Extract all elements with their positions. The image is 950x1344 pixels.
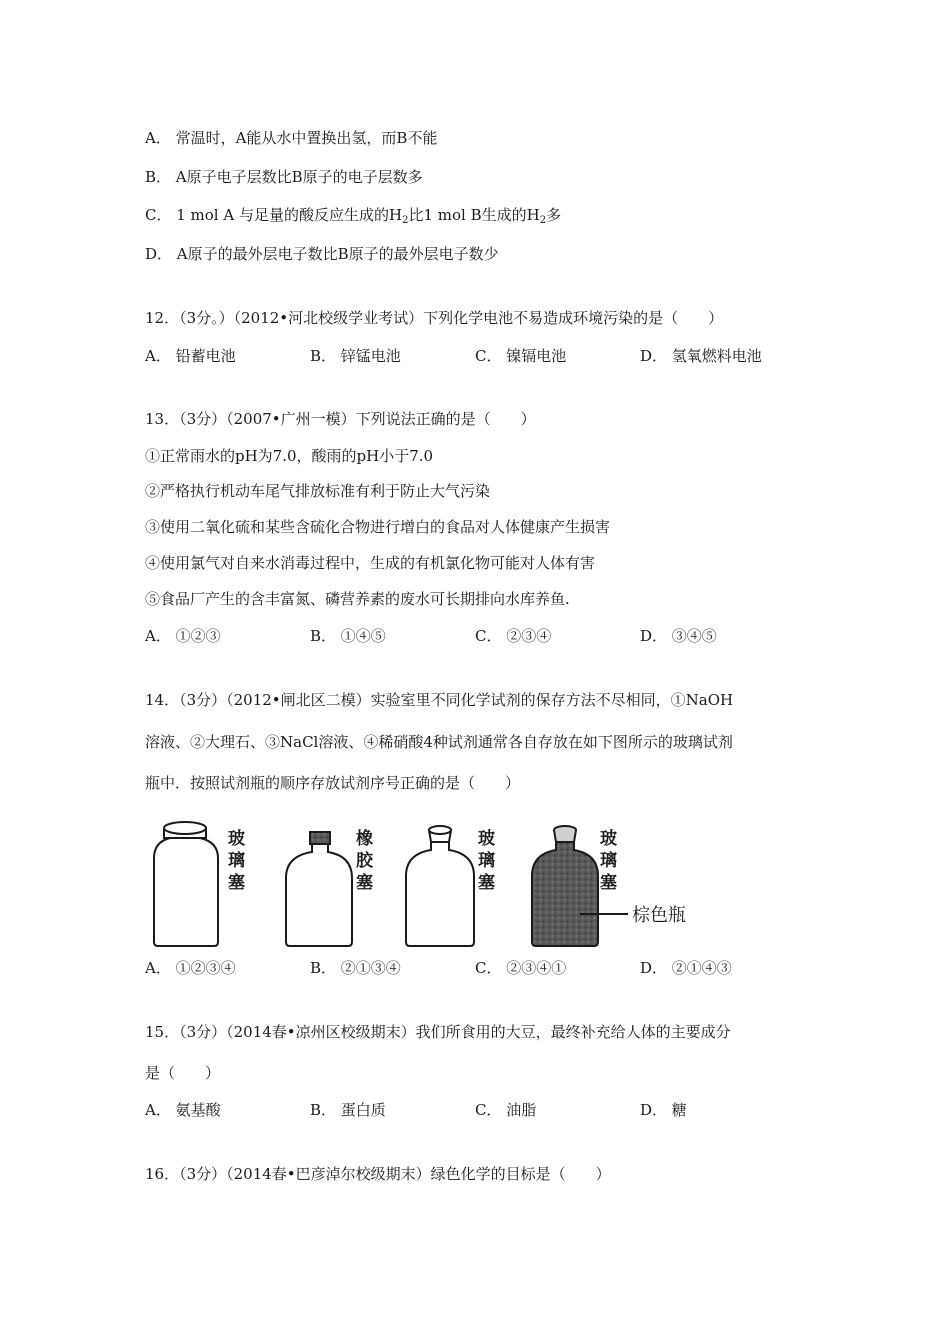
q11-option-c: C． 1 mol A 与足量的酸反应生成的$H_2$比1 mol B生成的$H_2$多 bbox=[145, 206, 562, 226]
bottle-3-label-1: 玻 bbox=[478, 829, 495, 849]
q12-option-a: A． 铅蓄电池 bbox=[145, 347, 236, 365]
q16-stem: 16．（3分）（2014春•巴彦淖尔校级期末）绿色化学的目标是（ ） bbox=[145, 1165, 611, 1183]
q12-option-d: D． 氢氧燃料电池 bbox=[640, 347, 762, 365]
bottle-rubber-stopper bbox=[286, 832, 352, 946]
bottle-2-label-2: 胶 bbox=[356, 851, 373, 871]
brown-bottle-label: 棕色瓶 bbox=[632, 905, 686, 926]
q15-stem-line-1: 15．（3分）（2014春•凉州区校级期末）我们所食用的大豆，最终补充给人体的主要成分 bbox=[145, 1023, 731, 1041]
q14-option-c: C． ②③④① bbox=[475, 959, 567, 977]
q13-item-2: ②严格执行机动车尾气排放标准有利于防止大气污染 bbox=[145, 482, 491, 500]
q13-item-4: ④使用氯气对自来水消毒过程中，生成的有机氯化物可能对人体有害 bbox=[145, 554, 596, 572]
bottle-1-label-3: 塞 bbox=[228, 873, 245, 893]
q13-item-1: ①正常雨水的pH为7.0，酸雨的pH小于7.0 bbox=[145, 447, 434, 465]
q12-option-b: B． 锌锰电池 bbox=[310, 347, 401, 365]
reagent-bottles-figure bbox=[140, 818, 740, 953]
q15-stem-line-2: 是（ ） bbox=[145, 1064, 221, 1082]
q13-option-d: D． ③④⑤ bbox=[640, 627, 717, 645]
q14-stem-line-1: 14．（3分）（2012•闸北区二模）实验室里不同化学试剂的保存方法不尽相同，①NaOH bbox=[145, 691, 734, 709]
q11-option-b: B． A原子电子层数比B原子的电子层数多 bbox=[145, 168, 423, 186]
bottle-2-label-3: 塞 bbox=[356, 873, 373, 893]
q15-option-a: A． 氨基酸 bbox=[145, 1101, 221, 1119]
q13-option-b: B． ①④⑤ bbox=[310, 627, 386, 645]
q13-item-3: ③使用二氧化硫和某些含硫化合物进行增白的食品对人体健康产生损害 bbox=[145, 518, 611, 536]
q14-option-a: A． ①②③④ bbox=[145, 959, 236, 977]
q15-option-d: D． 糖 bbox=[640, 1101, 687, 1119]
q11-option-a: A． 常温时，A能从水中置换出氢，而B不能 bbox=[145, 129, 438, 147]
bottle-3-label-2: 璃 bbox=[478, 851, 495, 871]
q12-stem: 12．（3分。）（2012•河北校级学业考试）下列化学电池不易造成环境污染的是（ ） bbox=[145, 309, 724, 327]
q14-stem-line-3: 瓶中．按照试剂瓶的顺序存放试剂序号正确的是（ ） bbox=[145, 774, 521, 792]
bottle-3-label-3: 塞 bbox=[478, 873, 495, 893]
q14-option-b: B． ②①③④ bbox=[310, 959, 401, 977]
q15-option-c: C． 油脂 bbox=[475, 1101, 537, 1119]
bottle-4-label-3: 塞 bbox=[600, 873, 617, 893]
q11-option-d: D． A原子的最外层电子数比B原子的最外层电子数少 bbox=[145, 245, 499, 263]
bottle-4-label-1: 玻 bbox=[600, 829, 617, 849]
bottle-wide-mouth-glass-stopper bbox=[154, 822, 218, 946]
q14-option-d: D． ②①④③ bbox=[640, 959, 732, 977]
q14-stem-line-2: 溶液、②大理石、③NaCl溶液、④稀硝酸4种试剂通常各自存放在如下图所示的玻璃试剂 bbox=[145, 733, 733, 751]
q13-option-c: C． ②③④ bbox=[475, 627, 552, 645]
bottle-4-label-2: 璃 bbox=[600, 851, 617, 871]
q13-item-5: ⑤食品厂产生的含丰富氮、磷营养素的废水可长期排向水库养鱼. bbox=[145, 590, 570, 608]
q12-option-c: C． 镍镉电池 bbox=[475, 347, 567, 365]
q15-option-b: B． 蛋白质 bbox=[310, 1101, 386, 1119]
bottle-1-label-2: 璃 bbox=[228, 851, 245, 871]
bottle-1-label-1: 玻 bbox=[228, 829, 245, 849]
bottle-narrow-mouth-glass-stopper bbox=[406, 826, 474, 946]
bottle-2-label-1: 橡 bbox=[356, 829, 373, 849]
q13-option-a: A． ①②③ bbox=[145, 627, 221, 645]
q13-stem: 13．（3分）（2007•广州一模）下列说法正确的是（ ） bbox=[145, 410, 536, 428]
